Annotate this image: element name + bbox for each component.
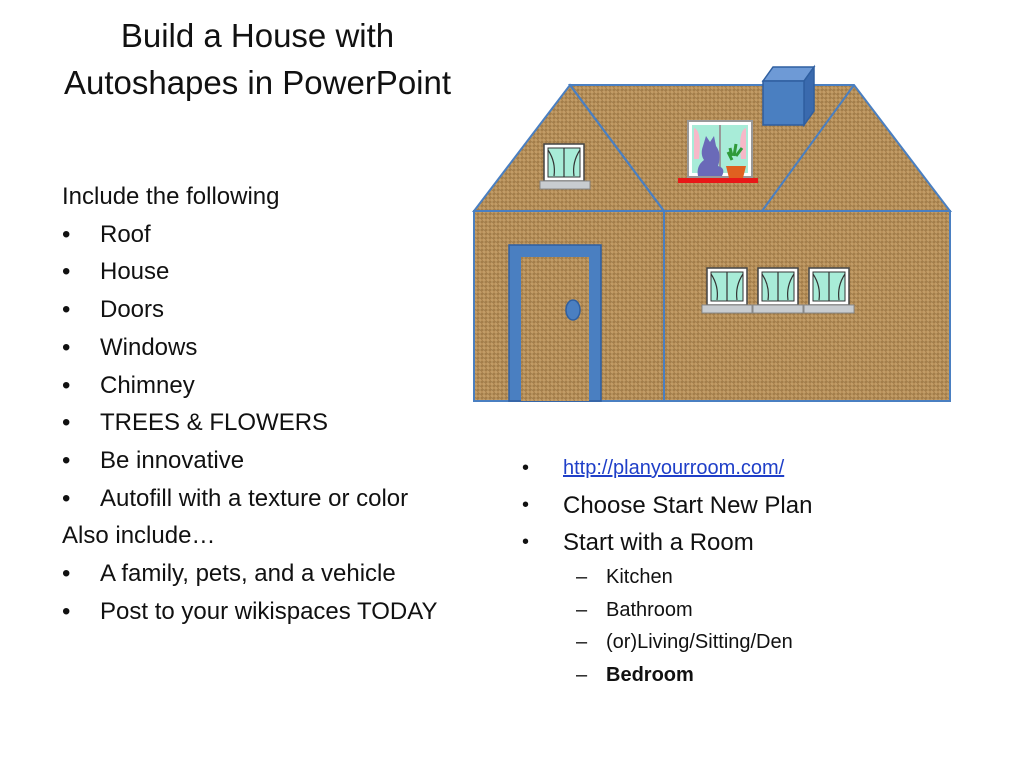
dash-icon: –: [576, 566, 588, 588]
house-illustration: [470, 64, 956, 406]
bullet-icon: •: [62, 258, 71, 286]
bullet-icon: •: [62, 333, 71, 361]
slide-title: Build a House with Autoshapes in PowerPoint: [63, 17, 452, 101]
bullet-icon: •: [62, 371, 71, 399]
list-item: • House: [62, 253, 502, 291]
list-item: • Post to your wikispaces TODAY: [62, 593, 502, 631]
chimney: [763, 67, 814, 125]
bullet-icon: •: [522, 457, 530, 479]
bullet-icon: •: [62, 409, 71, 437]
instructions-list: [520, 450, 940, 691]
gable-window: [540, 144, 590, 189]
sub-list-item: – (or)Living/Sitting/Den: [520, 626, 940, 659]
window-sill: [540, 181, 590, 189]
bullet-icon: •: [62, 296, 71, 324]
planyourroom-link[interactable]: http://planyourroom.com/: [563, 457, 785, 479]
sub-list-item: – Bedroom: [520, 659, 940, 692]
requirements-list: [62, 178, 502, 630]
list-item: • TREES & FLOWERS: [62, 404, 502, 442]
list-item: [520, 450, 940, 487]
attic-window: [678, 121, 758, 183]
dash-icon: –: [576, 631, 588, 653]
door: [509, 245, 601, 401]
bullet-icon: •: [522, 494, 530, 516]
bullet-icon: •: [522, 531, 530, 553]
list-item: • A family, pets, and a vehicle: [62, 555, 502, 593]
house-window: [753, 268, 803, 313]
list-item: • Autofill with a texture or color: [62, 480, 502, 518]
list-item: • Start with a Room: [520, 524, 940, 561]
sub-list-item: – Bathroom: [520, 594, 940, 627]
list-item: • Chimney: [62, 367, 502, 405]
shelf: [678, 178, 758, 183]
bullet-icon: •: [62, 484, 71, 512]
bullet-icon: •: [62, 220, 71, 248]
list-item: • Choose Start New Plan: [520, 487, 940, 524]
also-include-text: Also include…: [62, 522, 216, 550]
sub-list-item: – Kitchen: [520, 561, 940, 594]
list-item: • Be innovative: [62, 442, 502, 480]
bullet-icon: •: [62, 446, 71, 474]
house-window: [702, 268, 752, 313]
bullet-icon: •: [62, 560, 71, 588]
list-item: • Windows: [62, 329, 502, 367]
intro-text: Include the following: [62, 183, 280, 210]
house-window: [804, 268, 854, 313]
list-item: • Doors: [62, 291, 502, 329]
bullet-icon: •: [62, 597, 71, 625]
dash-icon: –: [576, 598, 588, 621]
dash-icon: –: [576, 663, 588, 686]
list-item: • Roof: [62, 216, 502, 254]
